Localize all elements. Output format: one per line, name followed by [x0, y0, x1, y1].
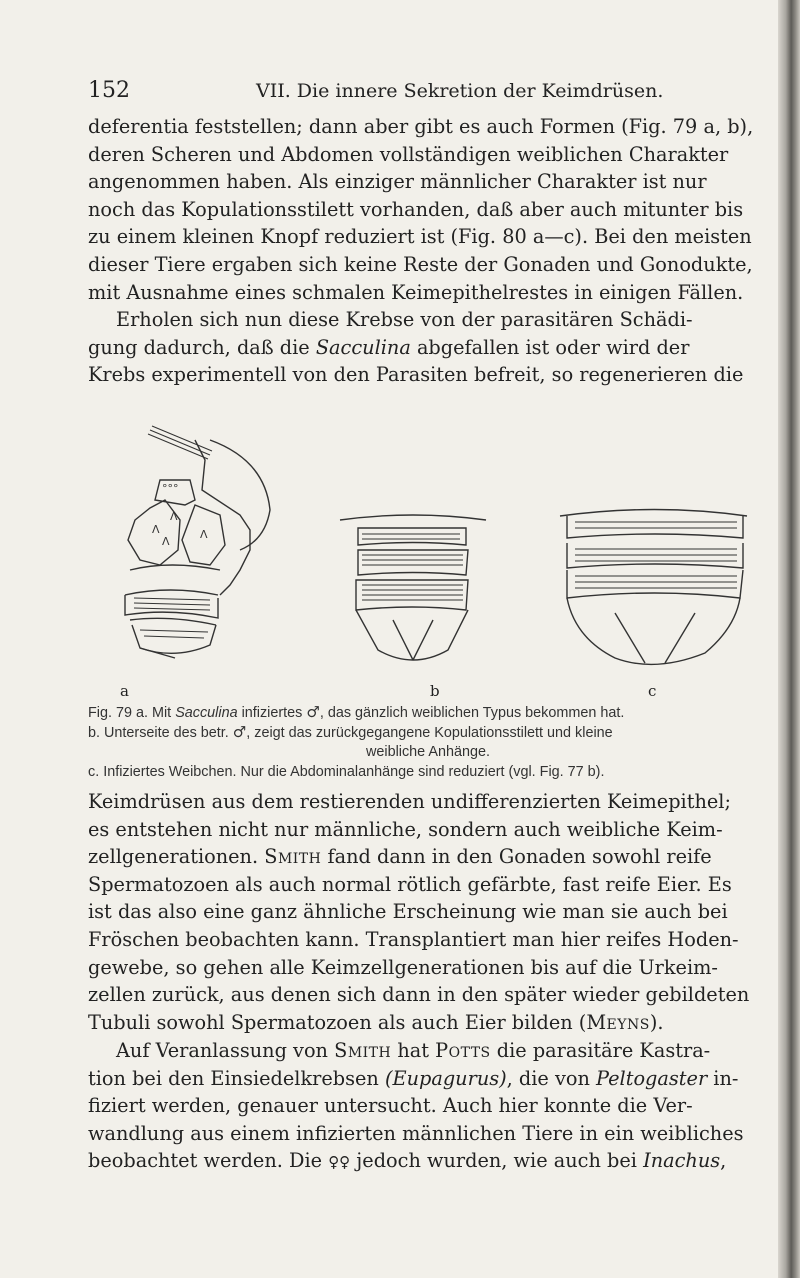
- text-span: , zeigt das zurückgegangene Kopulationsstilett und kleine: [246, 725, 613, 742]
- italic-term: Sacculina: [175, 705, 238, 721]
- text-span: hat: [391, 1039, 436, 1062]
- italic-term: Peltogaster: [596, 1066, 708, 1090]
- text-line: Keimdrüsen aus dem restierenden undifferenzierten Keimepithel;: [88, 790, 731, 813]
- figure-label-b: b: [430, 682, 440, 700]
- text-span: b. Unterseite des betr.: [88, 725, 233, 742]
- text-line: noch das Kopulationsstilett vorhanden, daß aber auch mitunter bis: [88, 197, 744, 221]
- author-name: Smith: [264, 845, 322, 869]
- running-title: VII. Die innere Sekretion der Keimdrüsen.: [256, 80, 664, 102]
- text-line: ist das also eine ganz ähnliche Erscheinung wie man sie auch bei: [88, 900, 728, 924]
- svg-text:Λ: Λ: [170, 510, 178, 523]
- text-span: ,: [720, 1149, 727, 1173]
- text-line: dieser Tiere ergaben sich keine Reste der Gonaden und Gonodukte,: [88, 252, 753, 276]
- author-name: Smith: [334, 1039, 392, 1062]
- text-span: die parasitäre Kastra-: [490, 1039, 711, 1062]
- text-span: fand dann in den Gonaden sowohl reife: [321, 845, 712, 869]
- text-line: angenommen haben. Als einziger männlicher Charakter ist nur: [88, 170, 707, 194]
- paragraph-1: [88, 113, 768, 306]
- paragraph-3: [88, 788, 768, 1036]
- text-line: fiziert werden, genauer untersucht. Auch hier konnte die Ver-: [88, 1094, 693, 1118]
- text-line: Erholen sich nun diese Krebse von der parasitären Schädi-: [116, 308, 693, 331]
- text-line: gewebe, so gehen alle Keimzellgenerationen bis auf die Urkeim-: [88, 955, 718, 979]
- text-span: tion bei den Einsiedelkrebsen: [88, 1066, 385, 1090]
- italic-term: Inachus: [643, 1149, 721, 1173]
- text-line: Spermatozoen als auch normal rötlich gefärbte, fast reife Eier. Es: [88, 872, 732, 896]
- text-span: , die von: [506, 1066, 597, 1090]
- italic-term: (Eupagurus): [384, 1066, 507, 1090]
- text-line: Krebs experimentell von den Parasiten befreit, so regenerieren die: [88, 363, 744, 387]
- text-line: mit Ausnahme eines schmalen Keimepithelrestes in einigen Fällen.: [88, 280, 744, 304]
- svg-text:Λ: Λ: [152, 523, 160, 536]
- text-span: gung dadurch, daß die: [88, 335, 316, 359]
- caption-line-c: c. Infiziertes Weibchen. Nur die Abdominalanhänge sind reduziert (vgl. Fig. 77 b).: [88, 763, 605, 780]
- text-line: Fröschen beobachten kann. Transplantiert man hier reifes Hoden-: [88, 927, 739, 951]
- text-span: in-: [707, 1066, 739, 1090]
- text-line: zellen zurück, aus denen sich dann in den später wieder gebildeten: [88, 983, 750, 1007]
- text-span: abgefallen ist oder wird der: [410, 335, 690, 359]
- page-number: 152: [88, 78, 130, 103]
- paragraph-2: [88, 306, 768, 389]
- text-span: beobachtet werden. Die: [88, 1149, 329, 1173]
- text-line: wandlung aus einem infizierten männlichen Tiere in ein weibliches: [88, 1121, 744, 1145]
- caption-line-b: [88, 723, 768, 743]
- male-symbol-icon: ♂: [232, 723, 247, 742]
- text-line: deferentia feststellen; dann aber gibt es auch Formen (Fig. 79 a, b),: [88, 115, 754, 138]
- svg-text:Λ: Λ: [200, 528, 208, 541]
- text-span: , das gänzlich weiblichen Typus bekommen hat.: [319, 705, 625, 721]
- figure-b-drawing: [338, 510, 488, 670]
- text-span: Tubuli sowohl Spermatozoen als auch Eier bilden (: [88, 1010, 587, 1034]
- page-header: [88, 78, 778, 108]
- text-line: [88, 1037, 768, 1065]
- text-span: Fig. 79 a. Mit: [88, 705, 176, 721]
- figure-a-drawing: [100, 420, 290, 670]
- svg-text:Λ: Λ: [162, 535, 170, 548]
- text-line: [88, 334, 768, 362]
- figure-caption: [88, 703, 768, 782]
- caption-line-b2: weibliche Anhänge.: [365, 744, 490, 761]
- female-symbol-icon: ♀♀: [328, 1153, 351, 1172]
- text-line: [88, 1147, 768, 1177]
- figure-label-c: c: [648, 682, 657, 700]
- text-line: [88, 1009, 768, 1037]
- author-name: Meyns: [586, 1010, 650, 1034]
- text-line: es entstehen nicht nur männliche, sondern auch weibliche Keim-: [88, 817, 723, 841]
- paragraph-4: [88, 1037, 768, 1177]
- text-line: deren Scheren und Abdomen vollständigen weiblichen Charakter: [88, 142, 729, 166]
- text-span: Auf Veranlassung von: [116, 1039, 335, 1062]
- text-line: [88, 1065, 768, 1093]
- italic-term: Sacculina: [315, 335, 411, 359]
- male-symbol-icon: ♂: [306, 703, 320, 721]
- text-span: infiziertes: [237, 705, 307, 721]
- figure-c-drawing: [555, 488, 750, 673]
- figure-label-a: a: [120, 682, 129, 700]
- text-span: zellgenerationen.: [88, 845, 265, 869]
- text-line: zu einem kleinen Knopf reduziert ist (Fig. 80 a—c). Bei den meisten: [88, 225, 752, 249]
- caption-line-a: [88, 703, 768, 723]
- figure-79: [100, 420, 780, 700]
- svg-text:°°°: °°°: [162, 482, 179, 495]
- text-line: [88, 843, 768, 871]
- author-name: Potts: [435, 1039, 491, 1062]
- book-spine-edge: [778, 0, 800, 1278]
- text-span: jedoch wurden, wie auch bei: [350, 1149, 644, 1173]
- text-span: ).: [649, 1010, 664, 1034]
